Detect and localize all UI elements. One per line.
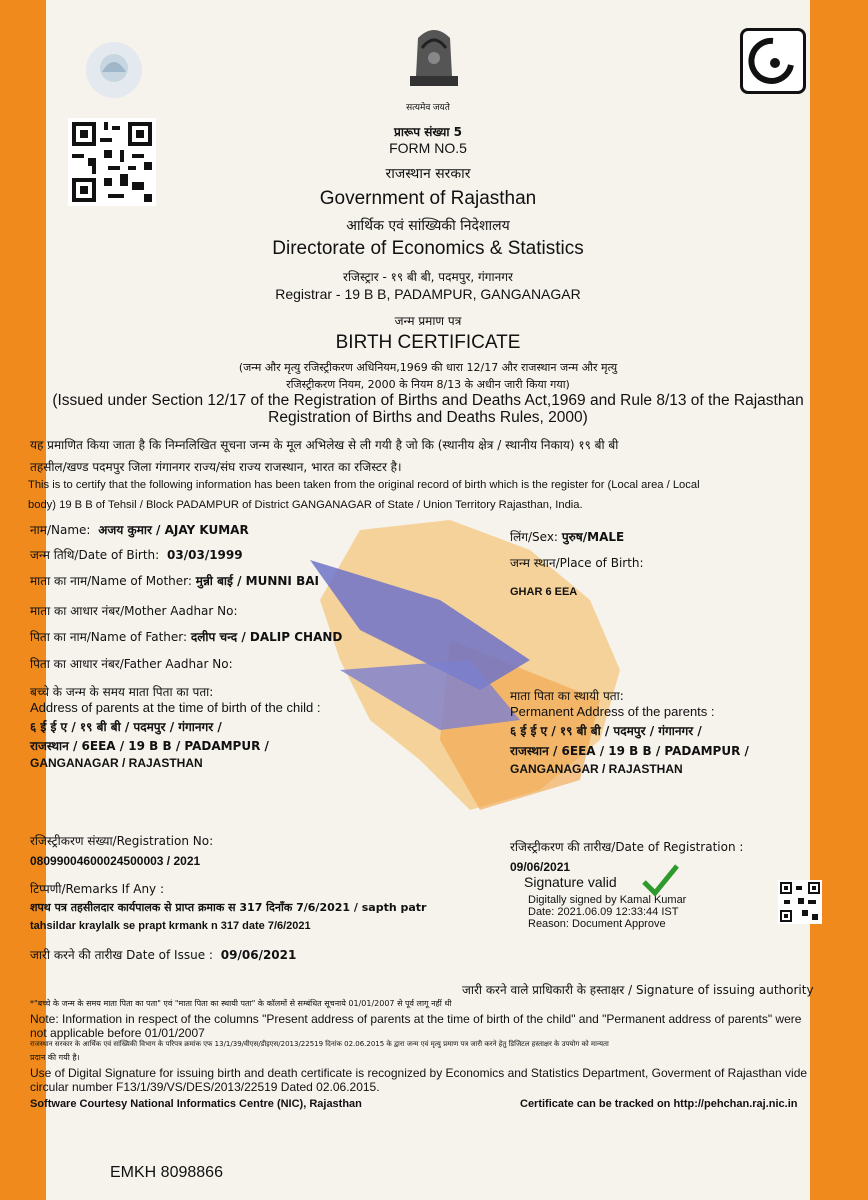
father-value: दलीप चन्द / DALIP CHAND: [190, 630, 343, 644]
certify-hindi-line2: तहसील/खण्ड पदमपुर जिला गंगानगर राज्य/संघ राज्य राजस्थान, भारत का रजिस्टर है।: [30, 460, 402, 474]
perm-address-line2: राजस्थान / 6EEA / 19 B B / PADAMPUR /: [510, 744, 749, 758]
directorate-name: Directorate of Economics & Statistics: [272, 238, 584, 259]
note2-hindi-line2: प्रदान की गयी है।: [30, 1053, 80, 1062]
certificate-title-hindi: जन्म प्रमाण पत्र: [394, 314, 462, 328]
birth-address-hindi-label: बच्चे के जन्म के समय माता पिता का पता:: [30, 685, 214, 699]
rajasthan-sarkar-right-band: [810, 0, 868, 1200]
birth-address-line3: GANGANAGAR / RAJASTHAN: [30, 756, 203, 770]
state-emblem-icon: [396, 18, 472, 98]
remarks-label: टिप्पणी/Remarks If Any :: [30, 882, 165, 896]
note2-english-line2: circular number F13/1/39/VS/DES/2013/22519 Dated 02.06.2015.: [30, 1080, 380, 1094]
note2-english-line1: Use of Digital Signature for issuing birth and death certificate is recognized by Economics and Statistics Department, Goverment of Rajasthan vide: [30, 1066, 808, 1080]
pob-label: जन्म स्थान/Place of Birth:: [510, 556, 644, 570]
checkmark-icon: [640, 860, 680, 900]
serial-number: EMKH 8098866: [110, 1164, 223, 1181]
government-name: Government of Rajasthan: [319, 188, 537, 209]
note1-english-line1: Note: Information in respect of the columns "Present address of parents at the time of birth of the child" and "Permanent address of parents" were: [30, 1012, 802, 1026]
name-value: अजय कुमार / AJAY KUMAR: [98, 523, 249, 537]
birth-address-label: Address of parents at the time of birth of the child :: [30, 700, 321, 715]
perm-address-label: Permanent Address of the parents :: [510, 704, 715, 719]
note1-hindi: *"बच्चे के जन्म के समय माता पिता का पता" एवं "माता पिता का स्थायी पता" के कॉलमों से सम्बंधित सूचनाये 01/01/2007 से पूर्व लागू नहीं थी: [30, 999, 452, 1008]
act-english-line1: (Issued under Section 12/17 of the Registration of Births and Deaths Act,1969 and Rule 8/13 of the Rajasthan: [52, 392, 804, 409]
certificate-title: BIRTH CERTIFICATE: [335, 332, 521, 353]
emitra-logo: [740, 28, 806, 94]
act-hindi-line2: रजिस्ट्रीकरण नियम, 2000 के नियम 8/13 के अधीन जारी किया गया): [286, 378, 570, 391]
signature-reason: Reason: Document Approve: [528, 918, 666, 930]
perm-address-hindi-label: माता पिता का स्थायी पता:: [510, 689, 624, 703]
note2-hindi-line1: राजस्थान सरकार के आर्थिक एवं सांख्यिकी विभाग के परिपत्र क्रमांक एफ 13/1/39/वीएस/डीइएस/2013/22519 दिनांक 02.06.2015 के द्वारा जन्म एवं मृत्यु प्रमाण पत्र जारी करने हेतु डिजिटल हस्ताक्षर के उपयोग को मान्यता: [30, 1040, 609, 1048]
form-number: FORM NO.5: [389, 140, 467, 156]
signed-by: Digitally signed by Kamal Kumar: [528, 894, 687, 906]
signature-valid: Signature valid: [524, 874, 617, 890]
mother-value: मुन्नी बाई / MUNNI BAI: [195, 574, 319, 588]
certify-english-line1: This is to certify that the following information has been taken from the original record of birth which is the register for (Local area / Local: [28, 479, 700, 491]
registration-date-value: 09/06/2021: [510, 860, 571, 874]
perm-address-line3: GANGANAGAR / RAJASTHAN: [510, 762, 683, 776]
remarks-line1: शपथ पत्र तहसीलदार कार्यपालक से प्राप्त क्रमाक स 317 दिनाँक 7/6/2021 / sapth patr: [30, 901, 427, 914]
directorate-hindi: आर्थिक एवं सांख्यिकी निदेशालय: [346, 218, 510, 234]
small-qr-code-icon: [778, 880, 822, 924]
signature-date: Date: 2021.06.09 12:33:44 IST: [528, 906, 679, 918]
mother-field: [30, 572, 319, 589]
act-hindi-line1: (जन्म और मृत्यु रजिस्ट्रीकरण अधिनियम,1969 की धारा 12/17 और राजस्थान जन्म और मृत्यु: [238, 361, 618, 374]
registration-date-label: रजिस्ट्रीकरण की तारीख/Date of Registration :: [510, 840, 744, 854]
sex-field: [510, 528, 624, 545]
emitra-logo-icon: [743, 31, 803, 91]
sex-value: पुरुष/MALE: [561, 530, 625, 544]
registration-number-value: 08099004600024500003 / 2021: [30, 854, 201, 868]
registrar-name: Registrar - 19 B B, PADAMPUR, GANGANAGAR: [275, 286, 581, 302]
dob-label: जन्म तिथि/Date of Birth:: [30, 548, 160, 562]
name-field: [30, 521, 249, 538]
dob-value: 03/03/1999: [167, 548, 243, 562]
father-aadhar-label: पिता का आधार नंबर/Father Aadhar No:: [30, 657, 233, 671]
software-courtesy: Software Courtesy National Informatics Centre (NIC), Rajasthan: [30, 1098, 362, 1110]
hologram-icon: [82, 38, 146, 102]
dob-field: [30, 546, 243, 563]
government-hindi: राजस्थान सरकार: [385, 166, 471, 182]
certify-english-line2: body) 19 B B of Tehsil / Block PADAMPUR of District GANGANAGAR of State / Union Territory Rajasthan, India.: [28, 499, 583, 511]
father-field: [30, 628, 342, 645]
tracking-url: Certificate can be tracked on http://pehchan.raj.nic.in: [520, 1098, 798, 1110]
sex-label: लिंग/Sex:: [510, 530, 558, 544]
act-english-line2: Registration of Births and Deaths Rules, 2000): [268, 409, 588, 426]
birth-address-line1: ६ ई ई ए / १९ बी बी / पदमपुर / गंगानगर /: [30, 720, 222, 734]
emblem-motto: सत्यमेव जयते: [406, 102, 450, 112]
mother-label: माता का नाम/Name of Mother:: [30, 574, 192, 588]
father-label: पिता का नाम/Name of Father:: [30, 630, 188, 644]
perm-address-line1: ६ ई ई ए / १९ बी बी / पदमपुर / गंगानगर /: [510, 724, 702, 738]
form-number-hindi: प्रारूप संख्या 5: [394, 125, 462, 139]
note1-english-line2: not applicable before 01/01/2007: [30, 1026, 205, 1040]
issue-date-value: 09/06/2021: [220, 948, 297, 962]
certify-hindi-line1: यह प्रमाणित किया जाता है कि निम्नलिखित सूचना जन्म के मूल अभिलेख से ली गयी है जो कि (स्थानीय क्षेत्र / स्थानीय निकाय) १९ बी बी: [30, 438, 619, 452]
birth-address-line2: राजस्थान / 6EEA / 19 B B / PADAMPUR /: [30, 739, 269, 753]
registration-number-label: रजिस्ट्रीकरण संख्या/Registration No:: [30, 834, 214, 848]
issue-date-label: जारी करने की तारीख Date of Issue :: [30, 948, 213, 962]
mother-aadhar-label: माता का आधार नंबर/Mother Aadhar No:: [30, 604, 238, 618]
remarks-line2: tahsildar kraylalk se prapt krmank n 317 date 7/6/2021: [30, 920, 311, 932]
name-label: नाम/Name:: [30, 523, 91, 537]
issue-date-field: [30, 946, 296, 963]
pob-value: GHAR 6 EEA: [510, 586, 578, 598]
registrar-hindi: रजिस्ट्रार - १९ बी बी, पदमपुर, गंगानगर: [343, 270, 513, 284]
issuing-authority-signature-label: जारी करने वाले प्राधिकारी के हस्ताक्षर / Signature of issuing authority: [462, 983, 814, 997]
